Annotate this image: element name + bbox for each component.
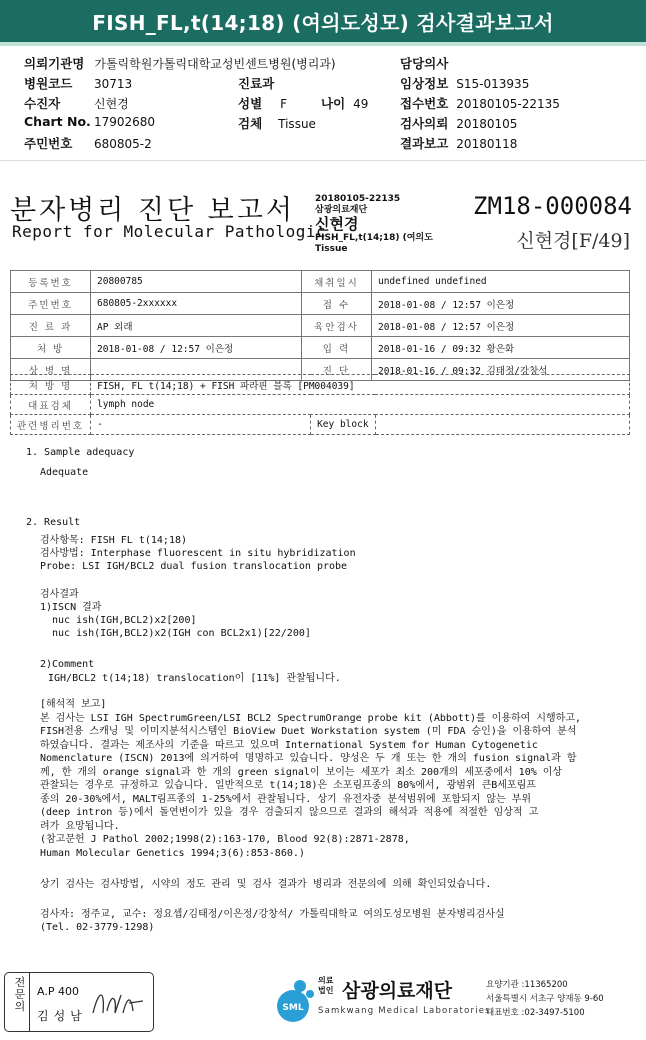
reg-label: 주민번호	[11, 293, 91, 315]
iscn-result-1: nuc ish(IGH,BCL2)x2[200]	[52, 615, 197, 626]
value-report-date: 20180118	[456, 137, 518, 151]
table-row	[11, 395, 630, 415]
logo-name: 삼광의료재단	[342, 980, 453, 1002]
header-row-4	[24, 114, 155, 129]
specialist-stamp	[4, 972, 154, 1032]
table-row	[11, 293, 630, 315]
value-request-date: 20180105	[456, 117, 518, 131]
reg-value: 20800785	[91, 271, 302, 293]
value-hospital-code: 30713	[93, 77, 133, 91]
interpretation-line: (참고문헌 J Pathol 2002;1998(2):163-170, Blood 92(8):2871-2878,	[40, 834, 410, 845]
key-block-value	[375, 415, 629, 435]
table-row	[11, 315, 630, 337]
interpretation-line: 려가 요망됩니다.	[40, 820, 120, 832]
iscn-result-2: nuc ish(IGH,BCL2)x2(IGH con BCL2x1)[22/200]	[52, 628, 311, 639]
interpretation	[40, 698, 600, 860]
order-name-label: 처 방 명	[11, 375, 91, 395]
scanned-report	[0, 170, 646, 960]
comment-heading: 2)Comment	[40, 659, 95, 670]
value-requesting-institution: 가톨릭학원가톨릭대학교성빈센트병원(병리과)	[94, 57, 336, 71]
interpretation-line: Nomenclature (ISCN) 2013에 의거하여 명명하고 있습니다. 양성은 두 개 또는 한 개의 fusion signal과 함	[40, 753, 577, 764]
value-receipt-no: 20180105-22135	[456, 97, 560, 111]
stamp-divider	[29, 973, 30, 1031]
header-receipt-no	[400, 94, 560, 112]
title-underline	[0, 42, 646, 46]
header-request-date	[400, 114, 517, 132]
related-pathology-label: 관련병리번호	[11, 415, 91, 435]
key-block-label: Key block	[311, 415, 375, 435]
label-specimen: Tissue	[315, 244, 348, 254]
label-age: 나이	[321, 96, 346, 111]
header-row-3	[24, 94, 129, 112]
header-sex-age	[238, 94, 368, 112]
label-sex: 성별	[238, 96, 263, 111]
logo-corp-label: 의료 법인	[318, 976, 334, 995]
stamp-label: 전문의	[14, 976, 26, 1013]
value-age: 49	[353, 97, 369, 111]
table-row	[11, 271, 630, 293]
result-heading: 검사결과	[40, 589, 79, 600]
related-pathology-value: -	[91, 415, 311, 435]
sample-adequacy-value: Adequate	[40, 467, 89, 478]
reg-value: 680805-2xxxxxx	[91, 293, 302, 315]
label-clinical-info: 임상정보	[400, 76, 449, 91]
header-row-2	[24, 74, 132, 92]
reg-label-2: 채취일시	[301, 271, 371, 293]
label-patient: 수진자	[24, 96, 61, 111]
logo-english: Samkwang Medical Laboratories	[318, 1006, 491, 1016]
interpretation-line: 종의 20-30%에서, MALT림프종의 1-25%에서 관찰됩니다. 상기 유전자중 분석범위에 포함되지 않는 부위	[40, 793, 531, 805]
interpretation-line: Human Molecular Genetics 1994;3(6):853-860.)	[40, 847, 305, 859]
label-org: 삼광의료재단	[315, 205, 368, 215]
table-row	[11, 337, 630, 359]
label-request-date: 검사의뢰	[400, 116, 449, 131]
reg-label-2: 입 력	[301, 337, 371, 359]
label-doctor: 담당의사	[400, 56, 449, 71]
reg-value-2: 2018-01-16 / 09:32 황은화	[371, 337, 629, 359]
sml-logo-icon	[270, 976, 316, 1026]
header-separator	[0, 160, 646, 161]
interpretation-line: (deep intron 등)에서 돌연변이가 있을 경우 검출되지 않으므로 결과의 해석과 적용에 적절한 임상적 고	[40, 807, 539, 818]
reg-value: AP 외래	[91, 315, 302, 337]
patient-sex-age: 신현경[F/49]	[516, 230, 630, 252]
label-receipt-no: 20180105-22135	[315, 194, 401, 204]
pathology-number: ZM18-000084	[473, 192, 632, 220]
staff-text: 검사자: 정주교, 교수: 정요셉/김태정/이은정/강창석/ 가톨릭대학교 여의도성모병원 분자병리검사실	[40, 909, 505, 920]
institution-code: 요양기관 :11365200	[486, 980, 568, 990]
signature-icon	[87, 983, 147, 1023]
interpretation-line: 하였습니다. 결과는 제조사의 기준을 따르고 있으며 International System for Human Cytogenetic	[40, 739, 538, 751]
label-chart-no: Chart No.	[24, 114, 91, 129]
label-report-date: 결과보고	[400, 136, 449, 151]
header-row-1	[24, 54, 336, 72]
reg-label-2: 접 수	[301, 293, 371, 315]
telephone-text: (Tel. 02-3779-1298)	[40, 922, 155, 933]
reg-value-2: 2018-01-08 / 12:57 이은정	[371, 293, 629, 315]
header-report-date	[400, 134, 517, 152]
reg-label: 상 병 명	[11, 359, 91, 381]
section-result: 2. Result	[26, 517, 81, 528]
reg-value-2: 2018-01-08 / 12:57 이은정	[371, 315, 629, 337]
label-test: FISH_FL,t(14;18) (여의도	[315, 233, 433, 243]
stamp-name: 김성남	[37, 1009, 87, 1023]
reg-value-2: undefined undefined	[371, 271, 629, 293]
reg-label: 처 방	[11, 337, 91, 359]
reg-value-2: 2018-01-16 / 09:32 김태정/강창석	[371, 359, 629, 381]
value-sex: F	[280, 97, 288, 111]
footer	[0, 968, 646, 1040]
iscn-heading: 1)ISCN 결과	[40, 602, 102, 613]
value-chart-no: 17902680	[93, 115, 156, 129]
stamp-ap: A.P 400	[37, 985, 79, 998]
label-receipt-no: 접수번호	[400, 96, 449, 111]
label-resident-no: 주민번호	[24, 136, 73, 151]
main-phone: 대표번호 :02-3497-5100	[486, 1008, 585, 1018]
order-name-value: FISH, FL t(14;18) + FISH 파라핀 블록 [PM004039]	[91, 375, 630, 395]
confirmation-text: 상기 검사는 검사방법, 시약의 정도 관리 및 검사 결과가 병리과 전문의에 의해 확인되었습니다.	[40, 879, 492, 890]
label-requesting-institution: 의뢰기관명	[24, 56, 85, 71]
comment-text: IGH/BCL2 t(14;18) translocation이 [11%] 관찰됩니다.	[48, 673, 341, 684]
reg-label: 등록번호	[11, 271, 91, 293]
address: 서울특별시 서초구 양재동 9-60	[486, 994, 604, 1004]
representative-specimen-label: 대표검체	[11, 395, 91, 415]
test-method: 검사방법: Interphase fluorescent in situ hybridization	[40, 548, 356, 559]
report-title: FISH_FL,t(14;18) (여의도성모) 검사결과보고서	[92, 10, 554, 35]
value-patient: 신현경	[93, 97, 129, 111]
specimen-label	[315, 194, 433, 255]
value-clinical-info: S15-013935	[456, 77, 530, 91]
header-department	[238, 74, 274, 92]
test-probe: Probe: LSI IGH/BCL2 dual fusion translocation probe	[40, 561, 348, 572]
registration-table	[10, 270, 630, 381]
test-item: 검사항목: FISH FL t(14;18)	[40, 535, 188, 546]
interpretation-heading: [해석적 보고]	[40, 699, 107, 710]
header-clinical-info	[400, 74, 529, 92]
header-row-5	[24, 134, 152, 152]
reg-value: 2018-01-08 / 12:57 이은정	[91, 337, 302, 359]
section-sample-adequacy: 1. Sample adequacy	[26, 447, 135, 458]
table-row	[11, 375, 630, 395]
reg-label-2: 육안검사	[301, 315, 371, 337]
interpretation-line: 본 검사는 LSI IGH SpectrumGreen/LSI BCL2 SpectrumOrange probe kit (Abbott)를 이용하여 시행하고,	[40, 712, 581, 724]
order-table	[10, 374, 630, 435]
header-doctor	[400, 54, 448, 72]
header-specimen	[238, 114, 316, 132]
report-title-bar	[0, 0, 646, 42]
table-row	[11, 415, 630, 435]
representative-specimen-value: lymph node	[91, 395, 630, 415]
interpretation-line: 께, 한 개의 orange signal과 한 개의 green signal이 보이는 세포가 최소 200개의 세포중에서 10% 이상	[40, 766, 563, 778]
scan-title-en: Report for Molecular Pathologic	[12, 222, 327, 241]
logo-mark-text: SML	[282, 1003, 304, 1013]
value-resident-no: 680805-2	[93, 137, 152, 151]
reg-label: 진 료 과	[11, 315, 91, 337]
label-patient-name: 신현경	[315, 215, 359, 233]
contact-info	[486, 978, 604, 1020]
label-hospital-code: 병원코드	[24, 76, 73, 91]
scan-title-ko: 분자병리 진단 보고서	[10, 195, 295, 226]
label-specimen: 검체	[238, 116, 263, 131]
label-department: 진료과	[238, 76, 275, 91]
value-specimen: Tissue	[278, 117, 316, 131]
interpretation-line: FISH전용 스캐닝 및 이미지분석시스템인 BioView Duet Workstation system (미 FDA 승인)을 이용하여 분석	[40, 726, 577, 737]
interpretation-line: 관찰되는 경우로 규정하고 있습니다. 일반적으로 t(14;18)은 소포림프종의 80%에서, 광범위 큰B세포림프	[40, 780, 536, 791]
reg-label-2: 진 단	[301, 359, 371, 381]
